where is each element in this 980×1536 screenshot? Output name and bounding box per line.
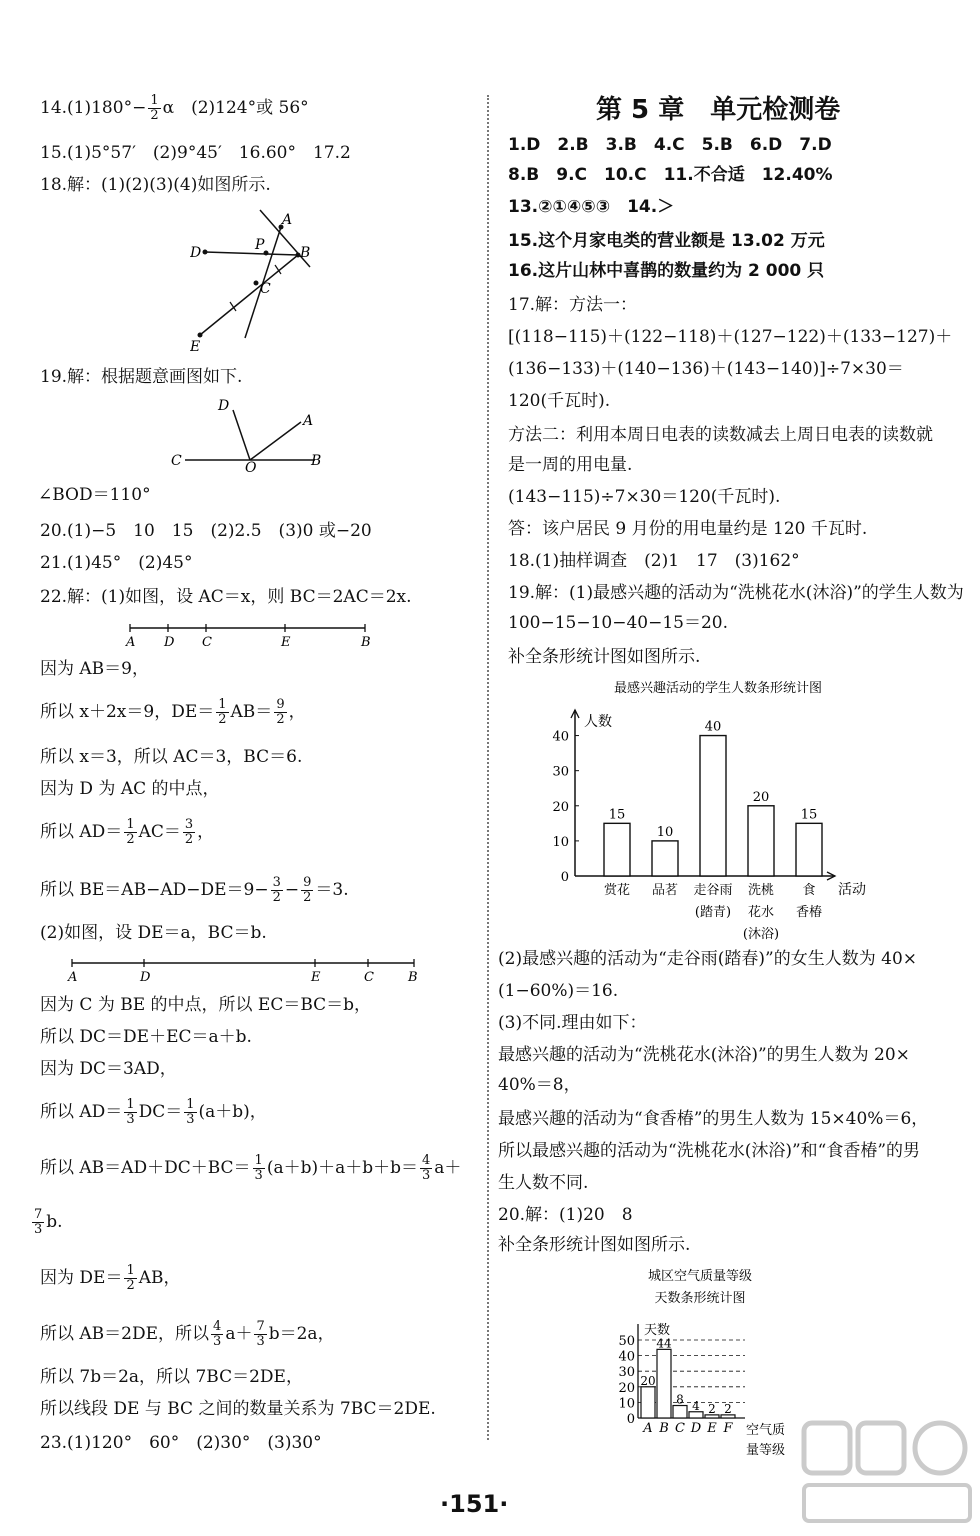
- line-ab9: 因为 AB＝9，: [40, 659, 149, 679]
- chart1-bar: [604, 823, 630, 876]
- line-ec: 因为 C 为 BE 的中点，所以 EC＝BC＝b，: [40, 995, 372, 1015]
- line-7b: 所以 7b＝2a，所以 7BC＝2DE，: [40, 1367, 303, 1387]
- svg-text:B: B: [361, 635, 371, 650]
- answers-8-12: 8.B 9.C 10.C 11.不合适 12.40%: [508, 165, 833, 185]
- label-C: C: [171, 453, 182, 469]
- chart1-title: 最感兴趣活动的学生人数条形统计图: [613, 681, 823, 696]
- chart1-ytick-label: 0: [560, 870, 569, 885]
- r13: 答：该户居民 9 月份的用电量约是 120 千瓦时.: [508, 519, 868, 539]
- chapter-title: 第 5 章 单元检测卷: [596, 95, 841, 125]
- r18: (2)最感兴趣的活动为“走谷雨(踏春)”的女生人数为 40×: [498, 949, 918, 969]
- answer-21: 21.(1)45° (2)45°: [40, 553, 193, 573]
- chart2-ylabel: 天数: [644, 1323, 671, 1338]
- chart2-data-label: 2: [724, 1401, 732, 1416]
- page-number: ·151·: [440, 1490, 509, 1518]
- r9: 120(千瓦时).: [508, 391, 611, 411]
- chart2-ytick-label: 40: [618, 1349, 635, 1365]
- answer-15: 15.这个月家电类的营业额是 13.02 万元: [508, 231, 825, 251]
- line-midpoint: 因为 D 为 AC 的中点，: [40, 779, 220, 799]
- line-relation: 所以线段 DE 与 BC 之间的数量关系为 7BC＝2DE.: [40, 1399, 436, 1419]
- line-ab-cont: $\frac{7}{3}$ b.: [34, 1207, 63, 1237]
- chart1-category-label: 食: [802, 883, 816, 898]
- r8: (136−133)＋(140−136)＋(143−140)]÷7×30＝: [508, 359, 904, 379]
- svg-text:D: D: [164, 635, 175, 650]
- chart2-data-label: 4: [692, 1398, 700, 1413]
- label-B: B: [311, 453, 322, 469]
- r7: [(118−115)＋(122−118)＋(127−122)＋(133−127)＋: [508, 327, 953, 347]
- chart2-category-label: A: [643, 1421, 653, 1436]
- r12: (143−115)÷7×30＝120(千瓦时).: [508, 487, 781, 507]
- line-ab: 所以 AB＝AD＋DC＋BC＝ $\frac{1}{3}$ (a＋b)＋a＋b＋b＝ $\frac{4}{3}$ a＋: [40, 1153, 462, 1183]
- r21: 最感兴趣的活动为“洗桃花水(沐浴)”的男生人数为 20×: [498, 1045, 910, 1065]
- chart2-category-label: B: [659, 1421, 669, 1436]
- chart1-category-label: 香椿: [795, 905, 823, 920]
- chart1-ytick-label: 20: [552, 799, 569, 815]
- label-A: A: [303, 413, 314, 429]
- line-de-half: 因为 DE＝ $\frac{1}{2}$ AB，: [40, 1263, 181, 1293]
- answer-20: 20.(1)−5 10 15 (2)2.5 (3)0 或−20: [40, 521, 372, 541]
- chart1-bar: [652, 841, 678, 876]
- answers-1-7: 1.D 2.B 3.B 4.C 5.B 6.D 7.D: [508, 135, 832, 155]
- chart1-data-label: 40: [704, 719, 722, 735]
- chart1-xlabel: 活动: [838, 882, 866, 898]
- chart1-category-label: 赏花: [603, 883, 631, 898]
- line-de: 所以 x＋2x＝9，DE＝ $\frac{1}{2}$ AB＝ $\frac{9}{2}$ ，: [40, 697, 306, 727]
- svg-text:C: C: [364, 970, 374, 985]
- angle-bod: ∠BOD＝110°: [38, 485, 151, 505]
- chart1-ylabel: 人数: [584, 714, 612, 730]
- line-dc3ad: 因为 DC＝3AD，: [40, 1059, 177, 1079]
- r24: 所以最感兴趣的活动为“洗桃花水(沐浴)”和“食香椿”的男: [498, 1141, 921, 1161]
- r27: 补全条形统计图如图所示.: [498, 1235, 691, 1255]
- column-divider: [487, 95, 489, 1440]
- chart2-category-label: D: [690, 1421, 702, 1436]
- answer-17: 17.解：方法一：: [508, 295, 638, 315]
- label-D: D: [218, 398, 230, 414]
- chart1-data-label: 15: [608, 807, 626, 823]
- chart1-ytick-label: 30: [552, 764, 569, 780]
- chart1-bar: [748, 806, 774, 876]
- svg-text:D: D: [140, 970, 151, 985]
- r20: (3)不同.理由如下：: [498, 1013, 647, 1033]
- label-P: P: [255, 237, 265, 253]
- line-dc: 所以 DC＝DE＋EC＝a＋b.: [40, 1027, 252, 1047]
- chart2-ytick-label: 10: [618, 1396, 635, 1412]
- answers-13-14: 13.②①④⑤③ 14.＞: [508, 197, 675, 217]
- chart2-data-label: 8: [676, 1392, 684, 1407]
- answer-16: 16.这片山林中喜鹊的数量约为 2 000 只: [508, 261, 825, 281]
- watermark-logo: [800, 1415, 975, 1530]
- r17: 补全条形统计图如图所示.: [508, 647, 701, 667]
- chart2-ytick-label: 0: [626, 1412, 635, 1427]
- chart2-title-line1: 城区空气质量等级: [647, 1269, 753, 1284]
- r19: (1−60%)＝16.: [498, 981, 619, 1001]
- answer-15-17: 15.(1)5°57′ (2)9°45′ 16.60° 17.2: [40, 143, 351, 163]
- label-O: O: [245, 460, 257, 472]
- svg-text:E: E: [311, 970, 321, 985]
- svg-text:E: E: [281, 635, 291, 650]
- chart-air-quality-bar: [600, 1262, 820, 1462]
- line-part2: (2)如图，设 DE＝a，BC＝b.: [40, 923, 267, 943]
- label-A: A: [282, 212, 293, 228]
- chart1-data-label: 20: [752, 789, 770, 805]
- chart2-xlabel-line2: 量等级: [746, 1443, 786, 1458]
- chart1-category-label: 走谷雨: [693, 883, 733, 898]
- chart2-bar: [657, 1349, 671, 1418]
- answer-22: 22.解：(1)如图，设 AC＝x，则 BC＝2AC＝2x.: [40, 587, 412, 607]
- answer-19-right: 19.解：(1)最感兴趣的活动为“洗桃花水(沐浴)”的学生人数为: [508, 583, 964, 603]
- label-B: B: [300, 245, 311, 261]
- chart2-ytick-label: 30: [618, 1365, 635, 1381]
- svg-text:A: A: [68, 970, 78, 985]
- chart-activity-bar: [540, 674, 900, 944]
- chart1-category-label: 花水: [747, 905, 775, 920]
- chart1-ytick-label: 10: [552, 834, 569, 850]
- chart2-bar: [673, 1406, 687, 1418]
- answer-18-right: 18.(1)抽样调查 (2)1 17 (3)162°: [508, 551, 800, 571]
- svg-text:A: A: [126, 635, 136, 650]
- chart1-data-label: 15: [800, 807, 818, 823]
- r11: 是一周的用电量.: [508, 455, 633, 475]
- chart2-bar: [641, 1387, 655, 1418]
- answer-19: 19.解：根据题意画图如下.: [40, 367, 243, 387]
- answer-20-right: 20.解：(1)20 8: [498, 1205, 633, 1225]
- r22: 40%＝8，: [498, 1075, 581, 1095]
- r23: 最感兴趣的活动为“食香椿”的男生人数为 15×40%＝6，: [498, 1109, 929, 1129]
- answer-18: 18.解：(1)(2)(3)(4)如图所示.: [40, 175, 271, 195]
- answer-23: 23.(1)120° 60° (2)30° (3)30°: [40, 1433, 322, 1453]
- chart1-ytick-label: 40: [552, 729, 569, 745]
- chart2-title-line2: 天数条形统计图: [654, 1291, 746, 1306]
- chart2-data-label: 2: [708, 1401, 716, 1416]
- line-ad: 所以 AD＝ $\frac{1}{2}$ AC＝ $\frac{3}{2}$ ，: [40, 817, 215, 847]
- r10: 方法二：利用本周日电表的读数减去上周日电表的读数就: [508, 425, 933, 445]
- chart2-ytick-label: 50: [618, 1334, 635, 1349]
- chart2-category-label: E: [707, 1421, 717, 1436]
- chart1-category-label: (踏青): [694, 905, 732, 920]
- label-C: C: [260, 281, 271, 297]
- chart2-category-label: F: [723, 1421, 733, 1436]
- chart2-category-label: C: [675, 1421, 685, 1436]
- chart1-category-label: 洗桃: [747, 883, 775, 898]
- figure-18: [190, 205, 330, 355]
- line-x3: 所以 x＝3，所以 AC＝3，BC＝6.: [40, 747, 303, 767]
- chart1-bar: [796, 823, 822, 876]
- label-E: E: [190, 339, 201, 355]
- chart1-bar: [700, 736, 726, 876]
- chart1-data-label: 10: [656, 824, 674, 840]
- figure-19: [165, 392, 335, 472]
- line-ad2: 所以 AD＝ $\frac{1}{3}$ DC＝ $\frac{1}{3}$ (a＋b)，: [40, 1097, 267, 1127]
- segment-figure-1: [120, 620, 380, 650]
- segment-figure-2: [62, 955, 427, 985]
- chart2-ytick-label: 20: [618, 1380, 635, 1396]
- chart2-data-label: 44: [656, 1336, 672, 1351]
- r25: 生人数不同.: [498, 1173, 589, 1193]
- chart2-xlabel-line1: 空气质: [746, 1423, 786, 1438]
- r16: 100−15−10−40−15＝20.: [508, 613, 728, 633]
- chart2-data-label: 20: [640, 1373, 656, 1388]
- line-ab2de: 所以 AB＝2DE，所以 $\frac{4}{3}$ a＋ $\frac{7}{3}$ b＝2a，: [40, 1319, 335, 1349]
- chart1-category-label: (沐浴): [742, 927, 780, 942]
- svg-text:C: C: [202, 635, 212, 650]
- line-be: 所以 BE＝AB−AD−DE＝9− $\frac{3}{2}$ − $\frac{9}{2}$ ＝3.: [40, 875, 349, 905]
- chart1-category-label: 品茗: [651, 883, 679, 898]
- svg-text:B: B: [408, 970, 418, 985]
- label-D: D: [190, 245, 202, 261]
- answer-14: 14.(1)180°− $\frac{1}{2}$ α (2)124°或 56°: [40, 93, 309, 123]
